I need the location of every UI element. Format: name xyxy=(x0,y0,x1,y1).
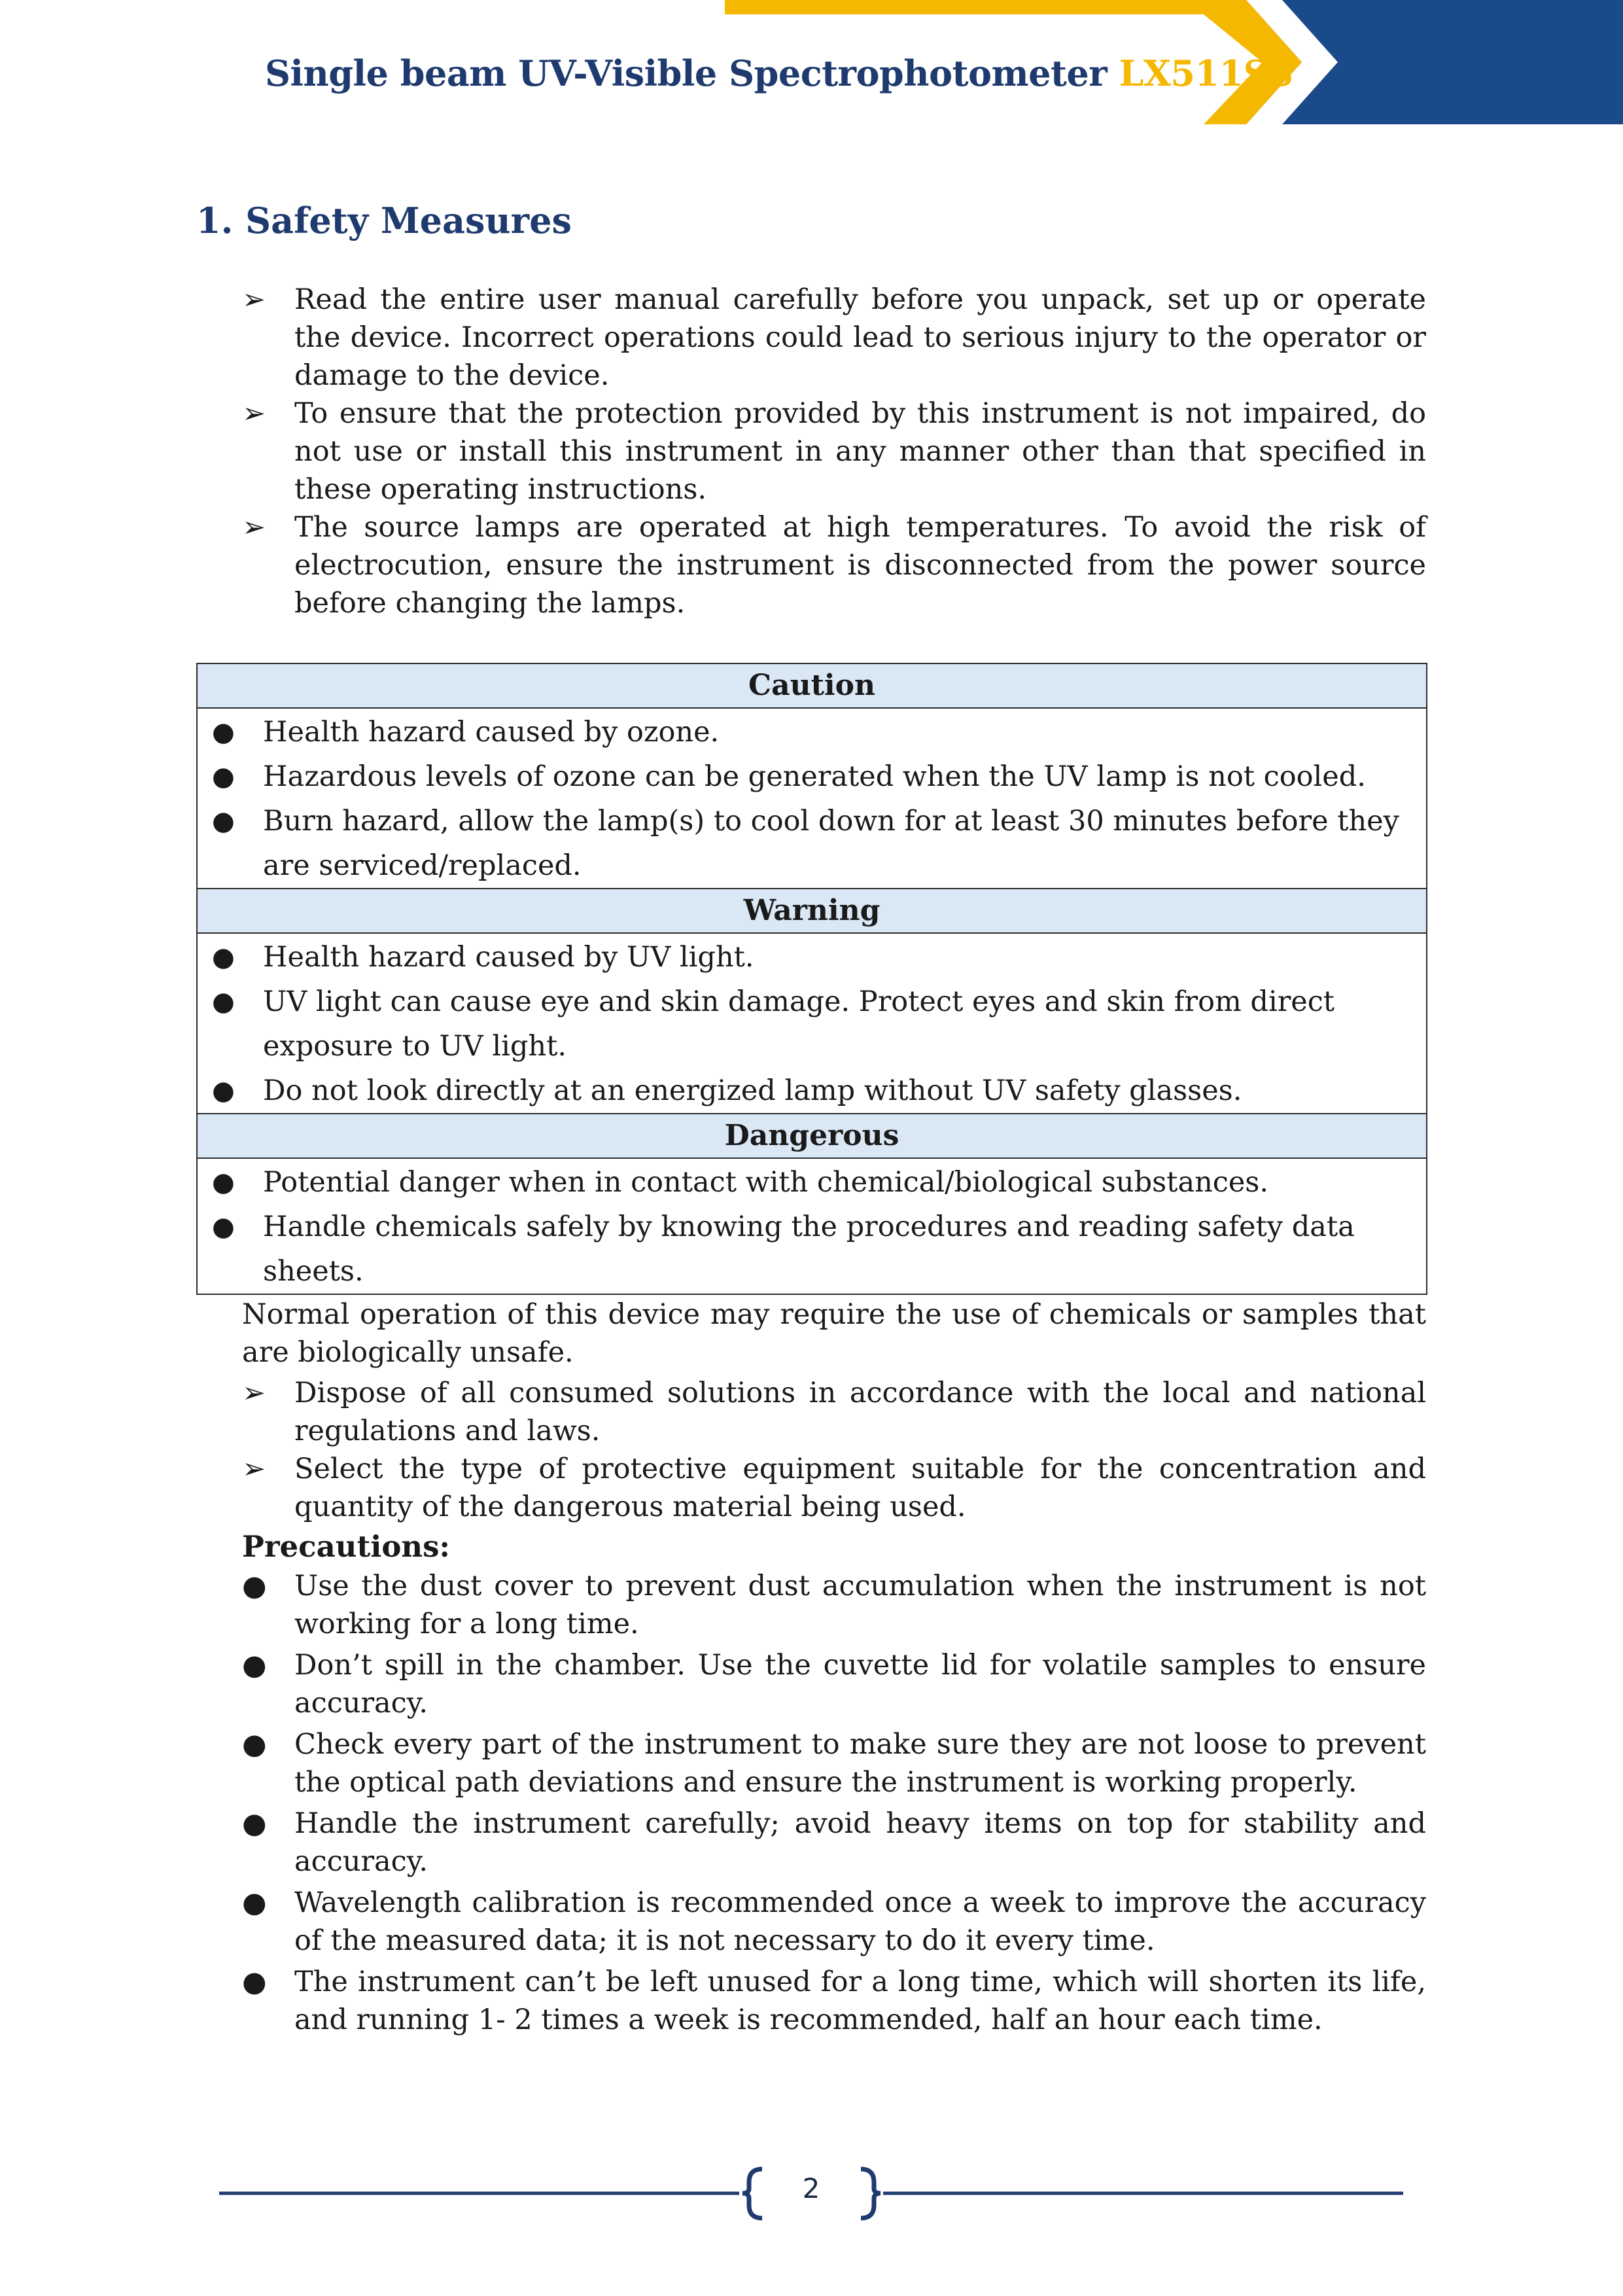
precaution-item-text: Handle the instrument carefully; avoid heavy items on top for stability and accuracy. xyxy=(294,1807,1426,1878)
warning-item xyxy=(198,980,1417,1069)
caution-cell xyxy=(197,708,1427,889)
bullet-icon: ● xyxy=(242,1966,267,1998)
bullet-icon: ● xyxy=(212,762,235,792)
precaution-item-text: The instrument can’t be left unused for a long time, which will shorten its life, and running 1- 2 times a week is recommended, half an hour each time. xyxy=(294,1966,1426,2036)
caution-item-text: Health hazard caused by ozone. xyxy=(263,716,720,749)
bullet-icon: ● xyxy=(212,942,235,972)
intro-item xyxy=(242,281,1426,395)
intro-list xyxy=(242,281,1426,622)
arrow-bullet-icon: ➢ xyxy=(242,283,266,316)
footer-brace-left xyxy=(742,2169,762,2218)
precaution-item xyxy=(242,1725,1426,1801)
bullet-icon: ● xyxy=(212,1167,235,1197)
arrow-bullet-icon: ➢ xyxy=(242,1377,266,1409)
intro-item-text: Read the entire user manual carefully before you unpack, set up or operate the device. Incorrect operations could lead to serious injury to the operator or damage to the device. xyxy=(294,283,1426,392)
caution-item-text: Burn hazard, allow the lamp(s) to cool down for at least 30 minutes before they are serviced/replaced. xyxy=(263,805,1399,882)
disposal-list xyxy=(242,1374,1426,1526)
arrow-bullet-icon: ➢ xyxy=(242,511,266,544)
dangerous-item xyxy=(198,1205,1417,1294)
precautions-heading: Precautions: xyxy=(242,1529,451,1564)
disposal-item-text: Select the type of protective equipment suitable for the concentration and quantity of the dangerous material being used. xyxy=(294,1453,1426,1523)
model-number: LX511SS xyxy=(1119,52,1293,94)
dangerous-item-text: Handle chemicals safely by knowing the procedures and reading safety data sheets. xyxy=(263,1210,1355,1288)
bullet-icon: ● xyxy=(242,1728,267,1761)
section-heading: 1. Safety Measures xyxy=(196,200,572,241)
dangerous-item-text: Potential danger when in contact with chemical/biological substances. xyxy=(263,1166,1269,1199)
precaution-item xyxy=(242,1567,1426,1643)
bullet-icon: ● xyxy=(242,1570,267,1602)
bullet-icon: ● xyxy=(212,1212,235,1242)
caution-item xyxy=(198,754,1417,799)
dangerous-header: Dangerous xyxy=(197,1114,1427,1158)
caution-item xyxy=(198,710,1417,754)
precautions-list xyxy=(242,1567,1426,2042)
precaution-item-text: Check every part of the instrument to make sure they are not loose to prevent the optical path deviations and ensure the instrument is working properly. xyxy=(294,1728,1426,1799)
dangerous-item xyxy=(198,1160,1417,1205)
caution-item-text: Hazardous levels of ozone can be generated when the UV lamp is not cooled. xyxy=(263,760,1366,793)
precaution-item-text: Wavelength calibration is recommended once a week to improve the accuracy of the measured data; it is not necessary to do it every time. xyxy=(294,1886,1426,1957)
page-number: 2 xyxy=(802,2172,820,2204)
warning-item-text: UV light can cause eye and skin damage. Protect eyes and skin from direct exposure to UV light. xyxy=(263,985,1335,1063)
normal-operation-paragraph: Normal operation of this device may require the use of chemicals or samples that are biologically unsafe. xyxy=(242,1298,1426,1369)
arrow-bullet-icon: ➢ xyxy=(242,397,266,430)
warning-header: Warning xyxy=(197,889,1427,933)
document-title xyxy=(265,52,1293,94)
bullet-icon: ● xyxy=(212,806,235,836)
caution-item xyxy=(198,799,1417,888)
intro-item-text: To ensure that the protection provided by this instrument is not impaired, do not use or install this instrument in any manner other than that specified in these operating instructions. xyxy=(294,397,1426,506)
precaution-item xyxy=(242,1805,1426,1881)
document-title-text: Single beam UV-Visible Spectrophotometer xyxy=(265,52,1108,94)
intro-item xyxy=(242,395,1426,508)
precaution-item-text: Don’t spill in the chamber. Use the cuvette lid for volatile samples to ensure accuracy. xyxy=(294,1649,1426,1720)
disposal-item xyxy=(242,1450,1426,1526)
intro-item xyxy=(242,508,1426,622)
warning-item-text: Health hazard caused by UV light. xyxy=(263,941,754,974)
disposal-item-text: Dispose of all consumed solutions in accordance with the local and national regulations and laws. xyxy=(294,1377,1426,1447)
bullet-icon: ● xyxy=(242,1649,267,1682)
arrow-bullet-icon: ➢ xyxy=(242,1453,266,1485)
precaution-item xyxy=(242,1963,1426,2039)
safety-table xyxy=(196,663,1427,1295)
footer-brace-right xyxy=(861,2169,881,2218)
bullet-icon: ● xyxy=(212,987,235,1017)
warning-cell xyxy=(197,933,1427,1114)
bullet-icon: ● xyxy=(212,717,235,747)
warning-item xyxy=(198,1069,1417,1113)
disposal-item xyxy=(242,1374,1426,1450)
bullet-icon: ● xyxy=(212,1076,235,1106)
bullet-icon: ● xyxy=(242,1807,267,1840)
precaution-item xyxy=(242,1646,1426,1722)
precaution-item-text: Use the dust cover to prevent dust accumulation when the instrument is not working for a long time. xyxy=(294,1570,1426,1640)
precaution-item xyxy=(242,1884,1426,1960)
intro-item-text: The source lamps are operated at high temperatures. To avoid the risk of electrocution, ensure the instrument is disconnected from the power source before changing the lamps. xyxy=(294,511,1426,620)
bullet-icon: ● xyxy=(242,1886,267,1919)
caution-header: Caution xyxy=(197,663,1427,708)
warning-item xyxy=(198,935,1417,980)
warning-item-text: Do not look directly at an energized lamp without UV safety glasses. xyxy=(263,1074,1242,1107)
dangerous-cell xyxy=(197,1158,1427,1294)
